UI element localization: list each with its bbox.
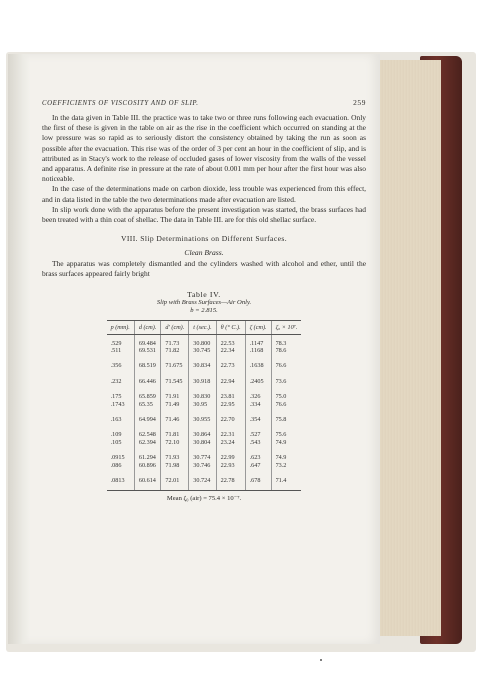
- table-row: [107, 357, 302, 372]
- table-cell-value: 71.73: [165, 339, 180, 347]
- table-cell-value: 60.614: [138, 477, 156, 485]
- table-cell: [216, 449, 245, 472]
- table-cell-value: 71.93: [165, 454, 180, 462]
- table-cell-value: .1638: [249, 362, 264, 370]
- table-cell-value: .163: [110, 416, 122, 424]
- running-head-title: COEFFICIENTS OF VISCOSITY AND OF SLIP.: [42, 100, 199, 107]
- table-cell-value: .2405: [249, 377, 264, 385]
- table-row: [107, 472, 302, 490]
- table-cell-value: 62.394: [138, 438, 156, 446]
- table-cell-value: 22.73: [220, 362, 235, 370]
- table-cell-value: 73.6: [275, 377, 287, 385]
- table-cell-value: 76.6: [275, 362, 287, 370]
- table-header-row: [107, 320, 302, 334]
- table-cell-value: 22.34: [220, 347, 235, 355]
- table-cell-value: 62.548: [138, 431, 156, 439]
- subheading: Clean Brass.: [184, 248, 224, 258]
- table-cell-value: 30.955: [193, 416, 211, 424]
- table-cell-value: 22.93: [220, 461, 235, 469]
- table-cell: [161, 411, 189, 426]
- table-cell-value: 74.9: [275, 438, 287, 446]
- table-cell-value: 64.994: [138, 416, 156, 424]
- table-cell: [161, 373, 189, 388]
- table-cell: [245, 472, 271, 490]
- table-cell-value: 71.545: [165, 377, 183, 385]
- table-cell: [189, 388, 216, 411]
- table-cell: [189, 334, 216, 357]
- table-cell-value: 71.4: [275, 477, 287, 485]
- table-cell: [271, 357, 301, 372]
- table-cell-value: 71.82: [165, 347, 180, 355]
- table-cell-value: 22.78: [220, 477, 235, 485]
- table-cell: [189, 373, 216, 388]
- table-cell-value: 72.10: [165, 438, 180, 446]
- table-cell: [161, 449, 189, 472]
- table-row: [107, 373, 302, 388]
- table-cell: [161, 426, 189, 449]
- table-cell-value: 65.35: [138, 400, 153, 408]
- table-cell-value: 23.81: [220, 393, 235, 401]
- header-zeta: ζ (cm).: [245, 320, 271, 334]
- table-cell-value: 69.484: [138, 339, 156, 347]
- table-cell-value: 30.95: [193, 400, 208, 408]
- table-cell-value: 30.800: [193, 339, 211, 347]
- running-head: [42, 98, 366, 107]
- table-cell: [216, 334, 245, 357]
- table-cell: [271, 411, 301, 426]
- table-cell-value: .109: [110, 431, 122, 439]
- table-cell: [189, 357, 216, 372]
- header-d: d (cm).: [134, 320, 161, 334]
- table-title: Table IV.: [187, 289, 221, 299]
- table-cell-value: .623: [249, 454, 261, 462]
- table-cell: [134, 334, 161, 357]
- table-cell-value: 22.99: [220, 454, 235, 462]
- table-row: [107, 426, 302, 449]
- table-cell: [134, 472, 161, 490]
- header-p: p (mm).: [107, 320, 135, 334]
- table-cell: [107, 472, 135, 490]
- table-cell-value: .529: [110, 339, 122, 347]
- table-cell-value: 75.8: [275, 416, 287, 424]
- paragraph-2: In the case of the determinations made on carbon dioxide, less trouble was experienced from this effect, and in data listed in the table the two determinations made after evacuation are listed.: [42, 184, 366, 204]
- table-cell-value: .0915: [110, 454, 125, 462]
- table-cell-value: .0813: [110, 477, 125, 485]
- table-cell-value: 30.830: [193, 393, 211, 401]
- table-cell-value: .356: [110, 362, 122, 370]
- table-cell-value: 30.804: [193, 438, 211, 446]
- table-cell: [161, 472, 189, 490]
- table-cell-value: 76.6: [275, 400, 287, 408]
- table-cell-value: 23.24: [220, 438, 235, 446]
- page-mark: [320, 659, 322, 661]
- table-cell: [216, 426, 245, 449]
- table-b-value: b = 2.815.: [190, 306, 218, 314]
- table-cell-value: .232: [110, 377, 122, 385]
- book-page: [8, 54, 380, 644]
- table-mean: Mean ζ₀ (air) = 75.4 × 10⁻⁷.: [166, 494, 242, 502]
- table-cell: [161, 388, 189, 411]
- table-cell-value: 71.81: [165, 431, 180, 439]
- paragraph-1: In the data given in Table III. the practice was to take two or three runs following each evacuation. Only the first of these is given in the table on air as the rise in the coefficient which occurred on standing at the low pressure was so rapid as to seriously distort the consistency obtained by taking the run as soon as possible after the evacuation. This rise was of the order of 3 per cent an hour in the coefficient of slip, and is attributed as in Stacy's work to the release of occluded gases of lower viscosity from the walls of the vessel and apparatus. A definite rise in pressure at the rate of about 0.001 mm per hour after the first hour was also noticeable.: [42, 113, 366, 184]
- table-cell: [245, 411, 271, 426]
- table-cell-value: .175: [110, 393, 122, 401]
- table-cell-value: 22.53: [220, 339, 235, 347]
- table-body: [107, 334, 302, 490]
- table-cell: [271, 373, 301, 388]
- table-cell: [161, 357, 189, 372]
- table-cell-value: 30.834: [193, 362, 211, 370]
- page-content: [42, 98, 366, 502]
- table-cell-value: 78.3: [275, 339, 287, 347]
- table-cell-value: 66.446: [138, 377, 156, 385]
- table-cell: [216, 373, 245, 388]
- table-cell: [134, 426, 161, 449]
- table-cell-value: .543: [249, 438, 261, 446]
- table-cell-value: 71.91: [165, 393, 180, 401]
- table-cell: [245, 357, 271, 372]
- table-cell: [216, 411, 245, 426]
- table-cell: [107, 373, 135, 388]
- header-theta: θ (° C.).: [216, 320, 245, 334]
- table-cell: [216, 472, 245, 490]
- table-cell: [107, 388, 135, 411]
- table-cell: [107, 426, 135, 449]
- paragraph-3: In slip work done with the apparatus before the present investigation was started, the brass surfaces had been treated with a thin coat of shellac. The data in Table III. are for this old shellac surface.: [42, 204, 366, 225]
- table-cell: [216, 388, 245, 411]
- paragraph-after: The apparatus was completely dismantled and the cylinders washed with alcohol and ether, until the brass surfaces appeared fairly bright: [42, 259, 366, 279]
- table-cell-value: .647: [249, 461, 261, 469]
- table-cell-value: .354: [249, 416, 261, 424]
- table-cell: [107, 411, 135, 426]
- table-cell-value: .326: [249, 393, 261, 401]
- table-cell-value: 71.98: [165, 461, 180, 469]
- table-cell-value: 78.6: [275, 347, 287, 355]
- table-cell-value: 30.774: [193, 454, 211, 462]
- table-cell: [189, 472, 216, 490]
- table-cell-value: .1147: [249, 339, 264, 347]
- table-cell: [134, 388, 161, 411]
- table-cell-value: 61.294: [138, 454, 156, 462]
- page-gutter: [8, 54, 30, 644]
- table-cell: [245, 373, 271, 388]
- data-table: [107, 320, 302, 491]
- page-number: 259: [353, 98, 366, 107]
- table-cell-value: .511: [110, 347, 122, 355]
- table-cell-value: 30.746: [193, 461, 211, 469]
- table-cell: [189, 426, 216, 449]
- table-cell-value: .086: [110, 461, 122, 469]
- table-cell-value: 22.70: [220, 416, 235, 424]
- table-cell-value: 22.95: [220, 400, 235, 408]
- table-cell: [271, 426, 301, 449]
- table-cell-value: .1168: [249, 347, 264, 355]
- table-cell-value: 30.918: [193, 377, 211, 385]
- table-cell-value: 68.519: [138, 362, 156, 370]
- table-cell-value: 71.49: [165, 400, 180, 408]
- table-cell: [134, 411, 161, 426]
- table-cell: [107, 334, 135, 357]
- table-cell: [271, 334, 301, 357]
- table-cell-value: .678: [249, 477, 261, 485]
- table-cell: [107, 357, 135, 372]
- table-cell-value: 71.46: [165, 416, 180, 424]
- page-edges: [378, 60, 441, 636]
- table-cell-value: .527: [249, 431, 261, 439]
- table-cell: [134, 357, 161, 372]
- table-cell: [271, 388, 301, 411]
- table-cell-value: .1743: [110, 400, 125, 408]
- table-cell-value: 30.724: [193, 477, 211, 485]
- table-cell-value: 71.675: [165, 362, 183, 370]
- table-cell: [271, 472, 301, 490]
- table-cell-value: 22.94: [220, 377, 235, 385]
- table-cell-value: 75.0: [275, 393, 287, 401]
- table-cell-value: 60.896: [138, 461, 156, 469]
- table-cell-value: 30.864: [193, 431, 211, 439]
- table-row: [107, 411, 302, 426]
- header-zeta0: ζ₀ × 10⁷.: [271, 320, 301, 334]
- table-cell-value: 22.31: [220, 431, 235, 439]
- table-cell: [134, 373, 161, 388]
- table-cell: [107, 449, 135, 472]
- table-cell: [245, 426, 271, 449]
- table-row: [107, 449, 302, 472]
- table-cell: [245, 449, 271, 472]
- header-t: t (sec.).: [189, 320, 216, 334]
- header-d-prime: d′ (cm).: [161, 320, 189, 334]
- table-cell-value: 74.9: [275, 454, 287, 462]
- table-cell: [216, 357, 245, 372]
- table-cell-value: 73.2: [275, 461, 287, 469]
- table-row: [107, 334, 302, 357]
- table-cell: [189, 449, 216, 472]
- table-cell: [245, 334, 271, 357]
- table-cell-value: .105: [110, 438, 122, 446]
- table-cell: [134, 449, 161, 472]
- table-cell: [271, 449, 301, 472]
- table-cell-value: 69.531: [138, 347, 156, 355]
- table-cell-value: .334: [249, 400, 261, 408]
- table-cell-value: 75.6: [275, 431, 287, 439]
- section-heading: VIII. Slip Determinations on Different Surfaces.: [120, 234, 288, 244]
- table-cell: [245, 388, 271, 411]
- table-cell: [189, 411, 216, 426]
- table-cell-value: 72.01: [165, 477, 180, 485]
- table-cell-value: 65.859: [138, 393, 156, 401]
- table-caption: Slip with Brass Surfaces—Air Only.: [156, 298, 252, 306]
- table-row: [107, 388, 302, 411]
- table-cell: [161, 334, 189, 357]
- table-cell-value: 30.745: [193, 347, 211, 355]
